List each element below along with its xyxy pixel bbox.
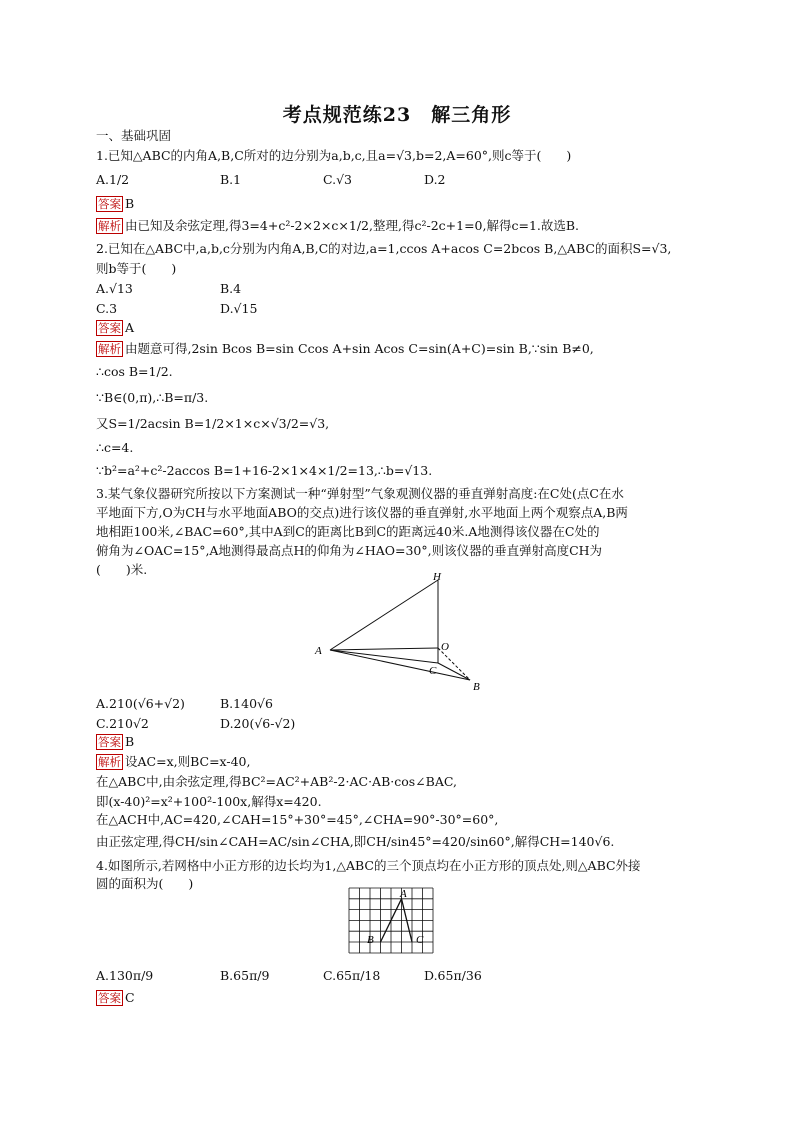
q4-option-d: D.65π/36 — [424, 968, 482, 983]
section-heading: 一、基础巩固 — [96, 128, 172, 143]
q3-answer-value: B — [125, 734, 135, 749]
q3-analysis-text: 设AC=x,则BC=x-40, — [125, 754, 251, 769]
q1-option-a: A.1/2 — [96, 172, 130, 187]
q3-analysis-line1 — [96, 754, 250, 770]
q1-option-c: C.√3 — [323, 172, 353, 187]
q3-stem-line1: 3.某气象仪器研究所按以下方案测试一种“弹射型”气象观测仪器的垂直弹射高度:在C处(点C在水 — [96, 486, 624, 501]
label-H: H — [433, 571, 441, 583]
q4-option-c: C.65π/18 — [323, 968, 381, 983]
line-AO — [330, 648, 438, 650]
q1-analysis-text: 由已知及余弦定理,得3=4+c²-2×2×c×1/2,整理,得c²-2c+1=0,解得c=1.故选B. — [125, 218, 580, 233]
answer-tag: 答案 — [98, 321, 121, 335]
line-AB — [330, 650, 470, 680]
q3-stem-line4: 俯角为∠OAC=15°,A地测得最高点H的仰角为∠HAO=30°,则该仪器的垂直弹射高度CH为 — [96, 543, 603, 558]
q3-analysis-line2: 在△ABC中,由余弦定理,得BC²=AC²+AB²-2·AC·AB·cos∠BAC, — [96, 774, 457, 789]
q1-analysis — [96, 218, 579, 234]
label-B: B — [473, 681, 480, 693]
q2-stem-line1: 2.已知在△ABC中,a,b,c分别为内角A,B,C的对边,a=1,ccos A+acos C=2bcos B,△ABC的面积S=√3, — [96, 241, 672, 256]
answer-tag: 答案 — [98, 991, 121, 1005]
q2-analysis-line5: ∴c=4. — [96, 440, 134, 455]
q3-analysis-line3: 即(x-40)²=x²+100²-100x,解得x=420. — [96, 794, 322, 809]
q3-stem-line5: ( )米. — [96, 562, 148, 577]
q3-option-a: A.210(√6+√2) — [96, 696, 185, 711]
q2-answer — [96, 320, 134, 336]
label-A: A — [400, 888, 407, 900]
label-O: O — [441, 641, 449, 653]
q4-stem-line2: 圆的面积为( ) — [96, 876, 194, 891]
q2-option-a: A.√13 — [96, 281, 133, 296]
q1-stem: 1.已知△ABC的内角A,B,C所对的边分别为a,b,c,且a=√3,b=2,A=60°,则c等于( ) — [96, 148, 572, 163]
q2-option-d: D.√15 — [220, 301, 258, 316]
q1-answer — [96, 196, 134, 212]
q3-figure — [310, 568, 500, 698]
q2-analysis-text: 由题意可得,2sin Bcos B=sin Ccos A+sin Acos C=sin(A+C)=sin B,∵sin B≠0, — [125, 341, 594, 356]
line-AH — [330, 580, 438, 650]
q4-option-a: A.130π/9 — [96, 968, 154, 983]
q3-stem-line3: 地相距100米,∠BAC=60°,其中A到C的距离比B到C的距离远40米.A地测得该仪器在C处的 — [96, 524, 600, 539]
q2-option-b: B.4 — [220, 281, 242, 296]
q1-answer-value: B — [125, 196, 135, 211]
q4-stem-line1: 4.如图所示,若网格中小正方形的边长均为1,△ABC的三个顶点均在小正方形的顶点处,则△ABC外接 — [96, 858, 641, 873]
line-AC — [330, 650, 438, 663]
q4-answer — [96, 990, 135, 1006]
q2-stem-line2: 则b等于( ) — [96, 261, 177, 276]
q2-analysis-line6: ∵b²=a²+c²-2accos B=1+16-2×1×4×1/2=13,∴b=√13. — [96, 463, 433, 478]
line-CB — [438, 663, 470, 680]
q3-answer — [96, 734, 134, 750]
label-C: C — [429, 665, 437, 677]
q4-answer-value: C — [125, 990, 135, 1005]
label-B: B — [367, 934, 374, 946]
q2-option-c: C.3 — [96, 301, 118, 316]
q1-option-d: D.2 — [424, 172, 446, 187]
q4-option-b: B.65π/9 — [220, 968, 270, 983]
answer-tag: 答案 — [98, 735, 121, 749]
q2-analysis-line4: 又S=1/2acsin B=1/2×1×c×√3/2=√3, — [96, 416, 330, 431]
q2-analysis-line3: ∵B∈(0,π),∴B=π/3. — [96, 390, 209, 405]
analysis-tag: 解析 — [98, 219, 121, 233]
q3-stem-line2: 平地面下方,O为CH与水平地面ABO的交点)进行该仪器的垂直弹射,水平地面上两个观察点A,B两 — [96, 505, 628, 520]
q3-option-c: C.210√2 — [96, 716, 149, 731]
label-A: A — [315, 645, 322, 657]
page-title: 考点规范练23 解三角形 — [282, 104, 512, 126]
label-C: C — [416, 934, 424, 946]
q1-option-b: B.1 — [220, 172, 242, 187]
q3-option-d: D.20(√6-√2) — [220, 716, 296, 731]
q4-grid-figure — [345, 886, 445, 956]
answer-tag: 答案 — [98, 197, 121, 211]
q2-answer-value: A — [125, 320, 135, 335]
q3-analysis-line5: 由正弦定理,得CH/sin∠CAH=AC/sin∠CHA,即CH/sin45°=420/sin60°,解得CH=140√6. — [96, 834, 615, 849]
analysis-tag: 解析 — [98, 342, 121, 356]
analysis-tag: 解析 — [98, 755, 121, 769]
q2-analysis-line2: ∴cos B=1/2. — [96, 364, 173, 379]
q2-analysis-line1 — [96, 341, 594, 357]
q3-analysis-line4: 在△ACH中,AC=420,∠CAH=15°+30°=45°,∠CHA=90°-30°=60°, — [96, 812, 499, 827]
q3-option-b: B.140√6 — [220, 696, 273, 711]
